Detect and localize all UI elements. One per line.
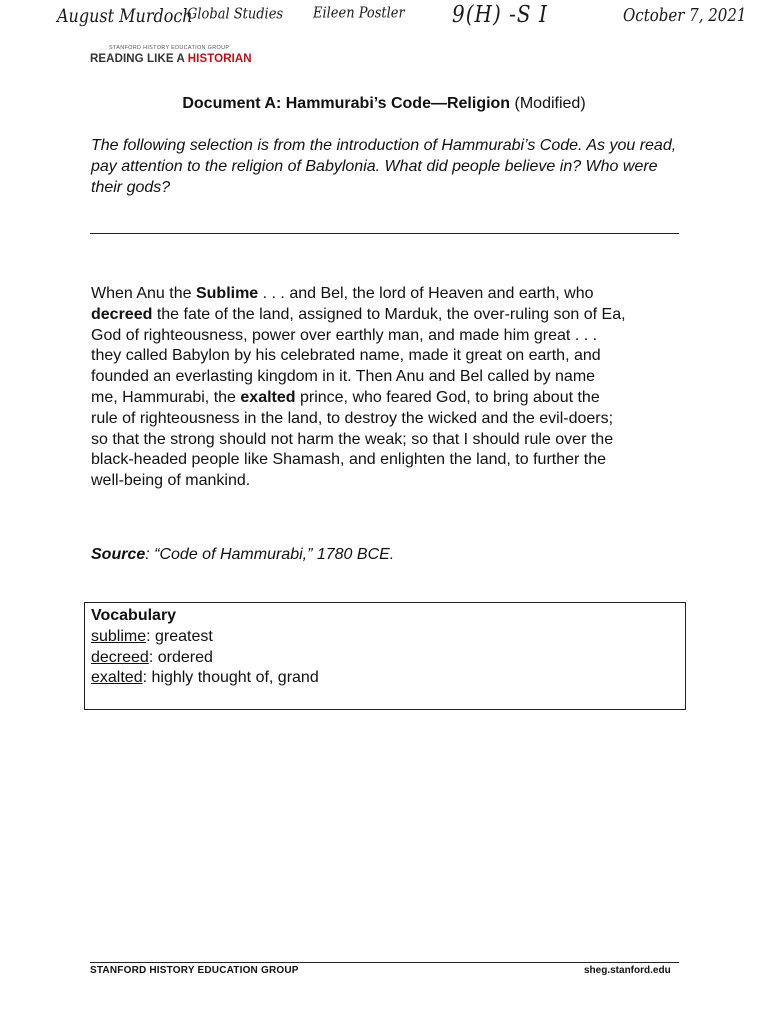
vocabulary-title: Vocabulary	[91, 607, 177, 624]
vocabulary-item	[91, 627, 319, 648]
document-title-main: Document A: Hammurabi’s Code—Religion	[182, 95, 511, 112]
divider-line	[90, 233, 679, 234]
passage-line	[91, 388, 691, 409]
handwritten-class-name: Global Studies	[187, 5, 284, 24]
passage-line: black-headed people like Shamash, and enlighten the land, to further the	[91, 451, 607, 469]
vocabulary-definition: : ordered	[148, 648, 213, 666]
footer-organization: STANFORD HISTORY EDUCATION GROUP	[90, 965, 299, 976]
vocabulary-definition: : highly thought of, grand	[142, 669, 319, 687]
passage-line: founded an everlasting kingdom in it. Then Anu and Bel called by name	[91, 368, 596, 386]
vocab-highlight-exalted: exalted	[240, 388, 296, 406]
vocabulary-term: exalted	[91, 669, 143, 687]
vocabulary-content	[91, 606, 319, 689]
footer-divider	[90, 962, 679, 963]
passage-fragment: me, Hammurabi, the	[91, 388, 241, 406]
passage-line: rule of righteousness in the land, to destroy the wicked and the evil-doers;	[91, 409, 614, 427]
logo-title	[90, 53, 252, 65]
vocabulary-term: decreed	[91, 648, 149, 666]
handwritten-student-name: August Murdoch	[57, 4, 193, 27]
vocabulary-item	[91, 668, 319, 689]
vocab-highlight-sublime: Sublime	[195, 285, 259, 302]
logo-title-red: HISTORIAN	[187, 53, 252, 65]
footer-website: sheg.stanford.edu	[584, 965, 671, 976]
document-title-modifier: (Modified)	[510, 95, 586, 112]
passage-line: well-being of mankind.	[91, 472, 251, 490]
source-citation	[91, 546, 394, 564]
source-label: Source	[91, 546, 146, 563]
logo-title-prefix: READING LIKE A	[90, 53, 188, 65]
reading-like-a-historian-logo	[90, 45, 252, 65]
passage-fragment: the fate of the land, assigned to Marduk, the over-ruling son of Ea,	[152, 305, 626, 323]
vocabulary-box	[84, 602, 686, 710]
passage-fragment: When Anu the	[91, 285, 196, 302]
document-title	[0, 95, 768, 113]
passage-line	[91, 284, 691, 305]
intro-paragraph: The following selection is from the introduction of Hammurabi’s Code. As you read, pay attention to the religion of Babylonia. What did people believe in? Who were their gods?	[91, 137, 677, 196]
vocabulary-item	[91, 648, 319, 669]
source-text: : “Code of Hammurabi,” 1780 BCE.	[145, 546, 395, 563]
vocabulary-definition: : greatest	[146, 627, 213, 645]
passage-fragment: prince, who feared God, to bring about the	[295, 388, 600, 406]
handwritten-period: 9(H) -S I	[452, 0, 548, 28]
passage-fragment: . . . and Bel, the lord of Heaven and earth, who	[258, 285, 594, 302]
vocab-highlight-decreed: decreed	[91, 305, 153, 323]
logo-subtitle: STANFORD HISTORY EDUCATION GROUP	[109, 45, 230, 51]
handwritten-date: October 7, 2021	[623, 4, 747, 26]
vocabulary-term: sublime	[91, 627, 147, 645]
passage-text	[91, 284, 691, 492]
passage-line: God of righteousness, power over earthly man, and made him great . . .	[91, 326, 598, 344]
passage-line	[91, 305, 691, 326]
handwritten-teacher-name: Eileen Postler	[313, 4, 405, 23]
passage-line: so that the strong should not harm the weak; so that I should rule over the	[91, 430, 614, 448]
passage-line: they called Babylon by his celebrated name, made it great on earth, and	[91, 347, 601, 365]
